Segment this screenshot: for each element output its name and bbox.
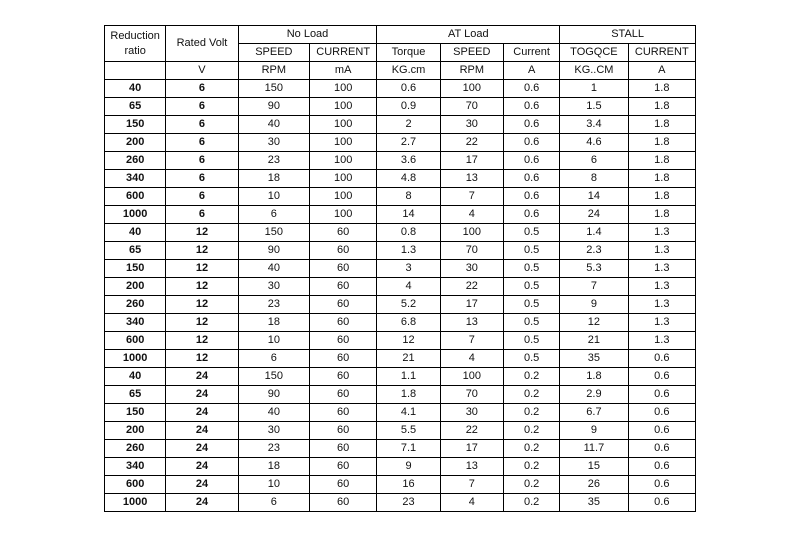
table-row xyxy=(105,170,696,188)
table-cell: 5.3 xyxy=(560,260,628,278)
table-cell: 0.6 xyxy=(628,494,695,512)
table-row xyxy=(105,296,696,314)
table-cell: 2.9 xyxy=(560,386,628,404)
table-cell: 150 xyxy=(238,80,309,98)
table-cell: 0.2 xyxy=(503,422,559,440)
table-cell: 0.5 xyxy=(503,278,559,296)
unit-cell: KG.cm xyxy=(377,62,440,80)
table-cell: 90 xyxy=(238,386,309,404)
table-row xyxy=(105,134,696,152)
table-body xyxy=(105,26,696,512)
table-cell: 14 xyxy=(377,206,440,224)
table-cell: 17 xyxy=(440,152,503,170)
table-cell: 12 xyxy=(166,242,238,260)
table-cell: 1.8 xyxy=(628,80,695,98)
table-cell: 60 xyxy=(310,314,377,332)
table-row xyxy=(105,494,696,512)
table-row xyxy=(105,224,696,242)
table-cell: 0.6 xyxy=(503,206,559,224)
table-cell: 1.8 xyxy=(628,152,695,170)
table-cell: 12 xyxy=(166,296,238,314)
table-cell: 150 xyxy=(105,260,166,278)
table-cell: 6 xyxy=(238,206,309,224)
table-cell: 1.8 xyxy=(628,188,695,206)
table-cell: 10 xyxy=(238,476,309,494)
table-cell: 60 xyxy=(310,332,377,350)
stall-current-header: CURRENT xyxy=(628,44,695,62)
table-cell: 150 xyxy=(105,116,166,134)
table-cell: 0.2 xyxy=(503,458,559,476)
stall-torque-header: TOGQCE xyxy=(560,44,628,62)
table-cell: 1.1 xyxy=(377,368,440,386)
table-cell: 35 xyxy=(560,494,628,512)
table-cell: 24 xyxy=(166,458,238,476)
table-cell: 12 xyxy=(166,278,238,296)
table-cell: 24 xyxy=(166,422,238,440)
table-cell: 0.2 xyxy=(503,404,559,422)
table-cell: 4 xyxy=(377,278,440,296)
table-cell: 65 xyxy=(105,98,166,116)
table-cell: 1.8 xyxy=(628,116,695,134)
unit-cell-blank xyxy=(105,62,166,80)
header-row-groups xyxy=(105,26,696,44)
table-cell: 1.3 xyxy=(377,242,440,260)
table-row xyxy=(105,188,696,206)
table-cell: 40 xyxy=(105,80,166,98)
table-cell: 6 xyxy=(166,188,238,206)
table-cell: 15 xyxy=(560,458,628,476)
table-cell: 4.8 xyxy=(377,170,440,188)
table-cell: 16 xyxy=(377,476,440,494)
table-cell: 0.6 xyxy=(628,350,695,368)
table-cell: 70 xyxy=(440,242,503,260)
table-cell: 60 xyxy=(310,224,377,242)
unit-cell: A xyxy=(628,62,695,80)
table-cell: 60 xyxy=(310,476,377,494)
table-row xyxy=(105,242,696,260)
table-cell: 40 xyxy=(105,368,166,386)
table-cell: 4 xyxy=(440,206,503,224)
table-cell: 200 xyxy=(105,134,166,152)
table-cell: 13 xyxy=(440,458,503,476)
table-cell: 1.8 xyxy=(560,368,628,386)
table-cell: 150 xyxy=(238,368,309,386)
table-cell: 22 xyxy=(440,422,503,440)
table-cell: 12 xyxy=(560,314,628,332)
table-cell: 60 xyxy=(310,494,377,512)
table-cell: 12 xyxy=(166,350,238,368)
table-cell: 7 xyxy=(440,188,503,206)
table-cell: 60 xyxy=(310,422,377,440)
table-cell: 1.3 xyxy=(628,260,695,278)
table-cell: 1.5 xyxy=(560,98,628,116)
table-cell: 4 xyxy=(440,350,503,368)
table-cell: 7 xyxy=(440,476,503,494)
table-cell: 1.3 xyxy=(628,314,695,332)
table-row xyxy=(105,368,696,386)
table-cell: 7 xyxy=(440,332,503,350)
table-cell: 6.7 xyxy=(560,404,628,422)
table-cell: 18 xyxy=(238,170,309,188)
table-cell: 1.8 xyxy=(377,386,440,404)
table-row xyxy=(105,314,696,332)
table-cell: 90 xyxy=(238,98,309,116)
table-cell: 18 xyxy=(238,458,309,476)
table-cell: 100 xyxy=(310,98,377,116)
table-cell: 0.9 xyxy=(377,98,440,116)
table-cell: 0.2 xyxy=(503,476,559,494)
table-row xyxy=(105,350,696,368)
table-cell: 6 xyxy=(166,98,238,116)
table-cell: 1000 xyxy=(105,350,166,368)
table-cell: 100 xyxy=(310,152,377,170)
table-cell: 3.4 xyxy=(560,116,628,134)
table-row xyxy=(105,422,696,440)
table-cell: 600 xyxy=(105,332,166,350)
table-cell: 17 xyxy=(440,440,503,458)
stall-header: STALL xyxy=(560,26,696,44)
table-cell: 7.1 xyxy=(377,440,440,458)
table-cell: 340 xyxy=(105,314,166,332)
table-cell: 60 xyxy=(310,296,377,314)
table-cell: 90 xyxy=(238,242,309,260)
table-row xyxy=(105,206,696,224)
table-cell: 23 xyxy=(238,296,309,314)
table-cell: 22 xyxy=(440,278,503,296)
table-cell: 30 xyxy=(238,278,309,296)
table-cell: 340 xyxy=(105,458,166,476)
table-cell: 60 xyxy=(310,350,377,368)
table-cell: 200 xyxy=(105,422,166,440)
table-cell: 18 xyxy=(238,314,309,332)
table-cell: 60 xyxy=(310,404,377,422)
table-cell: 23 xyxy=(238,440,309,458)
table-cell: 6 xyxy=(238,350,309,368)
table-cell: 10 xyxy=(238,188,309,206)
table-row xyxy=(105,260,696,278)
table-cell: 1.3 xyxy=(628,224,695,242)
table-cell: 1.3 xyxy=(628,296,695,314)
table-cell: 24 xyxy=(166,404,238,422)
table-cell: 24 xyxy=(560,206,628,224)
table-cell: 24 xyxy=(166,440,238,458)
table-cell: 0.6 xyxy=(503,188,559,206)
table-cell: 260 xyxy=(105,440,166,458)
table-cell: 30 xyxy=(238,134,309,152)
table-cell: 1.3 xyxy=(628,242,695,260)
table-row xyxy=(105,404,696,422)
rated-volt-header: Rated Volt xyxy=(166,26,238,62)
table-cell: 100 xyxy=(440,224,503,242)
table-row xyxy=(105,98,696,116)
table-cell: 3.6 xyxy=(377,152,440,170)
table-cell: 0.6 xyxy=(503,80,559,98)
table-cell: 600 xyxy=(105,476,166,494)
table-cell: 0.5 xyxy=(503,332,559,350)
reduction-ratio-header: Reduction ratio xyxy=(105,26,166,62)
table-cell: 13 xyxy=(440,314,503,332)
unit-cell: KG..CM xyxy=(560,62,628,80)
table-cell: 200 xyxy=(105,278,166,296)
table-cell: 12 xyxy=(166,332,238,350)
no-load-speed-header: SPEED xyxy=(238,44,309,62)
table-cell: 30 xyxy=(440,404,503,422)
unit-cell: A xyxy=(503,62,559,80)
table-cell: 12 xyxy=(166,224,238,242)
table-cell: 0.5 xyxy=(503,224,559,242)
table-cell: 0.2 xyxy=(503,368,559,386)
table-cell: 1.4 xyxy=(560,224,628,242)
table-cell: 60 xyxy=(310,458,377,476)
table-cell: 9 xyxy=(560,422,628,440)
table-cell: 0.6 xyxy=(503,170,559,188)
table-cell: 13 xyxy=(440,170,503,188)
table-cell: 0.6 xyxy=(628,422,695,440)
table-row xyxy=(105,278,696,296)
table-cell: 100 xyxy=(310,80,377,98)
table-cell: 100 xyxy=(310,188,377,206)
table-cell: 9 xyxy=(560,296,628,314)
table-cell: 6 xyxy=(166,206,238,224)
no-load-current-header: CURRENT xyxy=(310,44,377,62)
table-cell: 26 xyxy=(560,476,628,494)
table-cell: 4.6 xyxy=(560,134,628,152)
table-cell: 1000 xyxy=(105,494,166,512)
table-cell: 65 xyxy=(105,242,166,260)
table-cell: 70 xyxy=(440,98,503,116)
table-cell: 100 xyxy=(310,134,377,152)
table-cell: 1000 xyxy=(105,206,166,224)
table-cell: 260 xyxy=(105,152,166,170)
table-cell: 1.8 xyxy=(628,170,695,188)
table-cell: 340 xyxy=(105,170,166,188)
table-cell: 0.6 xyxy=(628,368,695,386)
table-cell: 0.5 xyxy=(503,350,559,368)
table-cell: 6 xyxy=(238,494,309,512)
table-cell: 40 xyxy=(238,260,309,278)
table-cell: 7 xyxy=(560,278,628,296)
table-cell: 24 xyxy=(166,476,238,494)
table-row xyxy=(105,152,696,170)
table-cell: 0.6 xyxy=(377,80,440,98)
table-cell: 2 xyxy=(377,116,440,134)
table-cell: 60 xyxy=(310,440,377,458)
header-row-units xyxy=(105,62,696,80)
table-cell: 24 xyxy=(166,386,238,404)
table-cell: 0.6 xyxy=(628,440,695,458)
table-cell: 0.6 xyxy=(628,386,695,404)
table-cell: 260 xyxy=(105,296,166,314)
table-row xyxy=(105,80,696,98)
table-cell: 1 xyxy=(560,80,628,98)
table-cell: 0.5 xyxy=(503,242,559,260)
table-row xyxy=(105,440,696,458)
no-load-header: No Load xyxy=(238,26,377,44)
table-cell: 0.6 xyxy=(628,476,695,494)
table-cell: 60 xyxy=(310,260,377,278)
table-cell: 21 xyxy=(377,350,440,368)
at-load-torque-header: Torque xyxy=(377,44,440,62)
table-cell: 8 xyxy=(560,170,628,188)
table-cell: 14 xyxy=(560,188,628,206)
table-cell: 4.1 xyxy=(377,404,440,422)
table-cell: 21 xyxy=(560,332,628,350)
at-load-speed-header: SPEED xyxy=(440,44,503,62)
table-cell: 11.7 xyxy=(560,440,628,458)
unit-cell: RPM xyxy=(238,62,309,80)
table-cell: 30 xyxy=(238,422,309,440)
table-cell: 0.2 xyxy=(503,386,559,404)
table-cell: 0.6 xyxy=(503,98,559,116)
table-cell: 3 xyxy=(377,260,440,278)
motor-spec-table xyxy=(104,25,696,512)
table-cell: 6 xyxy=(166,116,238,134)
table-cell: 6.8 xyxy=(377,314,440,332)
table-cell: 4 xyxy=(440,494,503,512)
table-cell: 40 xyxy=(105,224,166,242)
table-cell: 6 xyxy=(166,152,238,170)
table-cell: 60 xyxy=(310,278,377,296)
table-cell: 0.6 xyxy=(503,152,559,170)
table-cell: 6 xyxy=(166,134,238,152)
table-row xyxy=(105,332,696,350)
table-row xyxy=(105,116,696,134)
table-cell: 0.5 xyxy=(503,296,559,314)
table-cell: 35 xyxy=(560,350,628,368)
table-cell: 30 xyxy=(440,260,503,278)
table-cell: 100 xyxy=(440,368,503,386)
table-cell: 1.8 xyxy=(628,134,695,152)
table-cell: 600 xyxy=(105,188,166,206)
table-cell: 23 xyxy=(238,152,309,170)
table-cell: 17 xyxy=(440,296,503,314)
table-cell: 100 xyxy=(310,206,377,224)
table-cell: 8 xyxy=(377,188,440,206)
table-cell: 0.6 xyxy=(503,116,559,134)
table-cell: 5.5 xyxy=(377,422,440,440)
table-cell: 6 xyxy=(560,152,628,170)
table-cell: 1.3 xyxy=(628,332,695,350)
table-cell: 0.6 xyxy=(628,404,695,422)
table-cell: 2.7 xyxy=(377,134,440,152)
table-cell: 100 xyxy=(310,170,377,188)
table-cell: 24 xyxy=(166,494,238,512)
table-cell: 12 xyxy=(166,314,238,332)
table-cell: 60 xyxy=(310,386,377,404)
table-cell: 5.2 xyxy=(377,296,440,314)
table-cell: 0.5 xyxy=(503,314,559,332)
unit-cell: mA xyxy=(310,62,377,80)
unit-cell: V xyxy=(166,62,238,80)
table-cell: 0.2 xyxy=(503,440,559,458)
table-cell: 60 xyxy=(310,242,377,260)
table-cell: 10 xyxy=(238,332,309,350)
table-cell: 6 xyxy=(166,170,238,188)
table-cell: 22 xyxy=(440,134,503,152)
table-cell: 0.2 xyxy=(503,494,559,512)
table-cell: 1.3 xyxy=(628,278,695,296)
table-cell: 1.8 xyxy=(628,98,695,116)
table-cell: 9 xyxy=(377,458,440,476)
table-cell: 30 xyxy=(440,116,503,134)
table-cell: 150 xyxy=(238,224,309,242)
table-cell: 1.8 xyxy=(628,206,695,224)
table-cell: 65 xyxy=(105,386,166,404)
table-row xyxy=(105,458,696,476)
table-cell: 6 xyxy=(166,80,238,98)
table-cell: 12 xyxy=(166,260,238,278)
table-cell: 150 xyxy=(105,404,166,422)
table-row xyxy=(105,476,696,494)
table-cell: 70 xyxy=(440,386,503,404)
table-cell: 0.8 xyxy=(377,224,440,242)
table-cell: 24 xyxy=(166,368,238,386)
table-cell: 0.6 xyxy=(503,134,559,152)
table-cell: 0.6 xyxy=(628,458,695,476)
at-load-current-header: Current xyxy=(503,44,559,62)
at-load-header: AT Load xyxy=(377,26,560,44)
table-cell: 23 xyxy=(377,494,440,512)
table-cell: 100 xyxy=(440,80,503,98)
unit-cell: RPM xyxy=(440,62,503,80)
table-cell: 40 xyxy=(238,404,309,422)
table-row xyxy=(105,386,696,404)
table-cell: 100 xyxy=(310,116,377,134)
table-cell: 40 xyxy=(238,116,309,134)
table-cell: 2.3 xyxy=(560,242,628,260)
table-cell: 12 xyxy=(377,332,440,350)
table-cell: 60 xyxy=(310,368,377,386)
table-cell: 0.5 xyxy=(503,260,559,278)
